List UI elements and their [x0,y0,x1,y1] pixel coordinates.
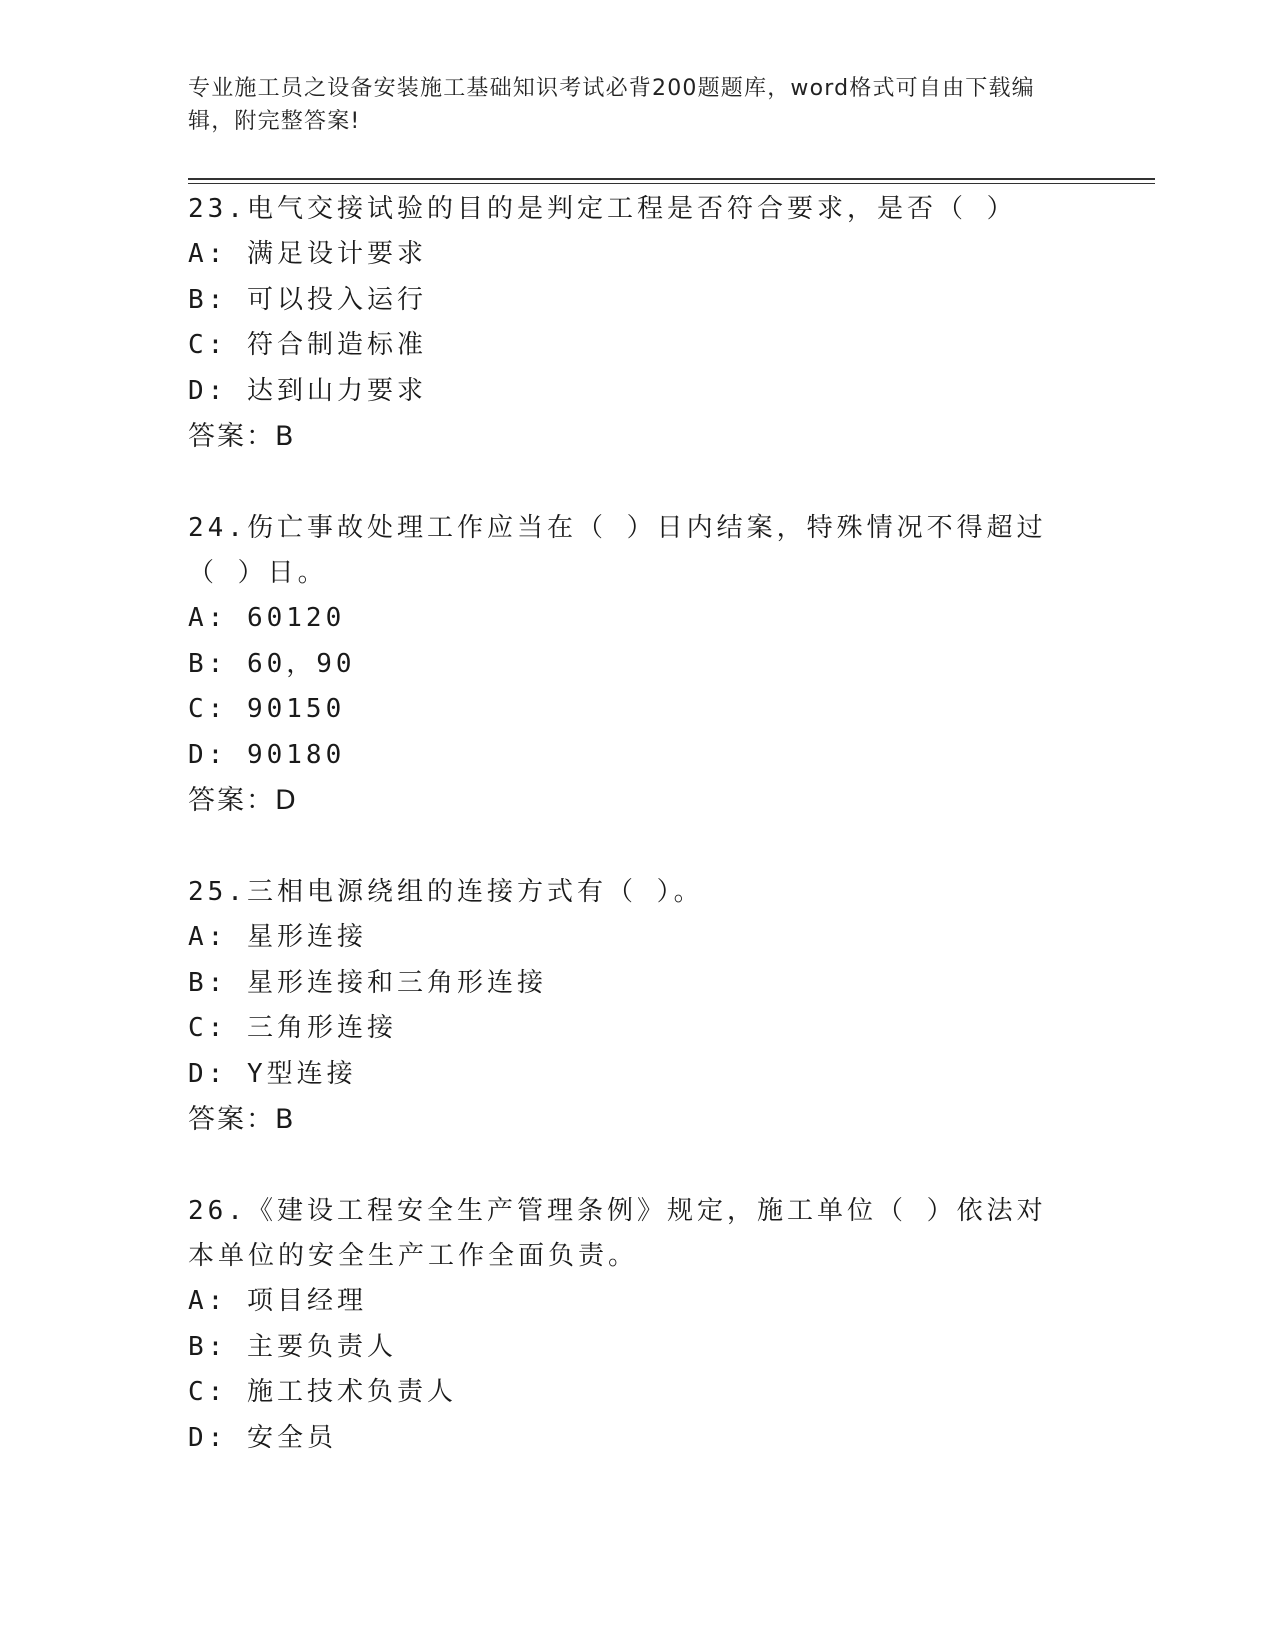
question-stem: 25.三相电源绕组的连接方式有（ ）。 [188,877,704,907]
option-b: B: 主要负责人 [188,1331,397,1362]
header-divider-thick [188,178,1155,180]
option-b: B: 可以投入运行 [188,284,427,315]
question-list [188,187,1068,1507]
question-26 [188,1189,1068,1461]
question-25 [188,870,1068,1143]
option-c: C: 90150 [188,694,346,724]
option-c: C: 符合制造标准 [188,330,427,360]
document-header: 专业施工员之设备安装施工基础知识考试必背200题题库，word格式可自由下载编辑，附完整答案! [188,76,1035,134]
answer-line: 答案：D [188,785,298,816]
question-24 [188,506,1068,824]
option-b: B: 星形连接和三角形连接 [188,967,547,998]
option-c: C: 施工技术负责人 [188,1377,457,1407]
question-23 [188,187,1068,460]
option-a: A: 60120 [188,603,346,633]
question-stem: 24.伤亡事故处理工作应当在（ ）日内结案，特殊情况不得超过（ ）日。 [188,513,1047,588]
answer-line: 答案：B [188,1104,296,1135]
answer-line: 答案：B [188,421,296,452]
option-d: D: 90180 [188,739,346,770]
option-d: D: Y型连接 [188,1058,357,1089]
option-c: C: 三角形连接 [188,1013,397,1043]
option-b: B: 60，90 [188,648,356,679]
option-a: A: 星形连接 [188,922,367,952]
option-a: A: 项目经理 [188,1286,367,1316]
header-divider-thin [188,183,1155,184]
option-d: D: 达到山力要求 [188,375,427,406]
option-a: A: 满足设计要求 [188,239,427,269]
question-stem: 23.电气交接试验的目的是判定工程是否符合要求，是否（ ） [188,194,1017,224]
question-stem: 26.《建设工程安全生产管理条例》规定，施工单位（ ）依法对本单位的安全生产工作全面负责。 [188,1196,1047,1271]
option-d: D: 安全员 [188,1422,337,1453]
